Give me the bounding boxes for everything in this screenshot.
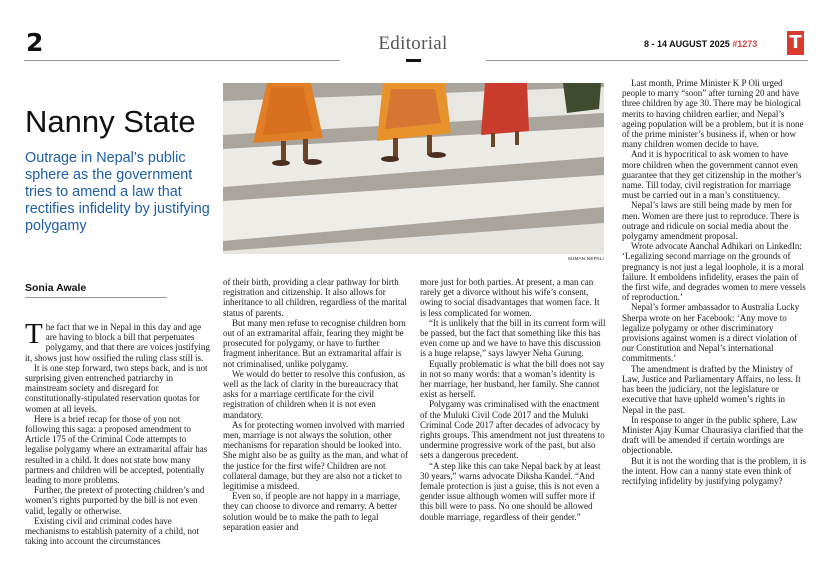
- article-paragraph: As for protecting women involved with married men, marriage is not always the solution, other mechanisms for reparation should be looked into. She might also be as guilty as the man, and what of the justice for the first wife? Children are not collateral damage, but they are also not a ticket to legitimise a misdeed.: [223, 419, 408, 492]
- article-paragraph: Here is a brief recap for those of you not following this saga: a proposed amendment to Article 175 of the Criminal Code attempts to legalise polygamy where an extramarital affair has resulted in a child. It does not state how many partners and children will be accepted, potentially leading to more problems.: [25, 413, 208, 486]
- header-rule-right: [486, 60, 808, 61]
- article-paragraph: “A step like this can take Nepal back by at least 30 years,” warns advocate Diksha Kandel. “And female protection is just a guise, this is not even a gender issue although women will suffer more if this bill were to pass. No one should be allowed double marriage, regardless of their gender.”: [420, 460, 601, 522]
- photo-illustration: [223, 83, 604, 254]
- article-paragraph: Equally problematic is what the bill does not say in not so many words: that a woman’s identity is her marriage, her husband, her family. She cannot exist as herself.: [420, 358, 605, 400]
- article-paragraph: “It is unlikely that the bill in its current form will be passed, but the fact that something like this has even come up and we have to have this discussion is a huge relapse,” says lawyer Neha Gurung.: [420, 317, 606, 359]
- headline: Nanny State: [25, 104, 196, 139]
- article-paragraph: Nepal’s former ambassador to Australia Lucky Sherpa wrote on her Facebook: ‘Any move to legalize polygamy or other discriminatory provisions against women is a direct violation of our Constitution and Nepal’s international commitments.’: [622, 302, 800, 364]
- article-paragraph: Polygamy was criminalised with the enactment of the Muluki Civil Code 2017 and the Muluki Criminal Code 2017 after decades of advocacy by rights groups. This amendment not just threatens to undermine progressive work of the past, but also sets a dangerous precedent.: [420, 399, 605, 461]
- article-paragraph: It is one step forward, two steps back, and is not surprising given entrenched patriarchy in mainstream society and disregard for constitutionally-stipulated reservation quotas for women at all levels.: [25, 362, 208, 414]
- article-paragraph: But many men refuse to recognise children born out of an extramarital affair, fearing they might be prosecuted for polygamy, or have to further fragment inheritance. But an extramarital affair is not criminalised, unlike polygamy.: [223, 317, 406, 369]
- byline: Sonia Awale: [25, 282, 87, 294]
- article-paragraph: Further, the pretext of protecting children’s and women’s rights purported by the bill is not even valid, legally or otherwise.: [25, 485, 205, 516]
- article-paragraph: And it is hypocritical to ask women to have more children when the government cannot even guarantee that they get citizenship in the mother’s name. Till today, civil registration for marriage must be carried out in a man’s constituency.: [622, 149, 802, 201]
- article-column-2: [223, 277, 408, 532]
- article-paragraph: of their birth, providing a clear pathway for birth registration and citizenship. It also allows for inheritance to all children, regardless of the marital status of parents.: [223, 277, 407, 318]
- article-paragraph: In response to anger in the public sphere, Law Minister Ajay Kumar Chaurasiya clarified that the draft will be amended if certain wordings are objectionable.: [622, 414, 803, 456]
- article-paragraph: more just for both parties. At present, a man can rarely get a divorce without his wife’s consent, owing to social disadvantages that women face. It is less complicated for women.: [420, 277, 600, 318]
- issue-number: #1273: [732, 39, 758, 49]
- section-title: Editorial: [378, 33, 448, 54]
- article-paragraph: We would do better to resolve this confusion, as well as the lack of clarity in the bureaucracy that asks for a marriage certificate for the civil registration of children when it is not even mandatory.: [223, 368, 405, 420]
- subheadline: Outrage in Nepal’s public sphere as the government tries to amend a law that rectifies infidelity by justifying polygamy: [25, 150, 210, 234]
- issue-info: [644, 39, 757, 49]
- zebra-crossing-photo: [223, 83, 604, 254]
- drop-cap: T: [25, 318, 43, 350]
- page-number: 2: [26, 28, 44, 57]
- article-paragraph: Wrote advocate Aanchal Adhikari on LinkedIn: ‘Legalizing second marriage on the grounds of pregnancy is not just a legal loophole, it is a moral failure. It emboldens infidelity, erases the pain of the first wife, and degrades women to mere vessels of reproduction.’: [622, 241, 806, 303]
- article-column-4: [622, 78, 807, 486]
- article-paragraph: But it is not the wording that is the problem, it is the intent. How can a nanny state even think of rectifying infidelity by justifying polygamy?: [622, 455, 806, 486]
- nepali-times-logo-icon: T: [787, 31, 804, 55]
- photo-credit: SUMAN NEPALI: [567, 256, 604, 261]
- article-paragraph: The amendment is drafted by the Ministry of Law, Justice and Parliamentary Affairs, no less. It has been the judiciary, not the legislature or executive that have upheld women’s rights in Nepal in the past.: [622, 363, 801, 415]
- article-paragraph: [25, 318, 211, 363]
- article-column-1: [25, 318, 211, 547]
- article-paragraph: Existing civil and criminal codes have mechanisms to establish paternity of a child, not taking into account the circumstances: [25, 515, 199, 547]
- issue-date: 8 - 14 AUGUST 2025: [644, 39, 730, 49]
- section-underline: [406, 59, 421, 62]
- article-paragraph: Even so, if people are not happy in a marriage, they can choose to divorce and remarry. A better solution would be to make the path to legal separation easier and: [223, 491, 401, 532]
- paragraph-text: he fact that we in Nepal in this day and age are having to block a bill that perpetuates polygamy, and that there are voices justifying it, shows just how ossified the ruling class still is.: [25, 322, 210, 363]
- article-column-3: [420, 277, 606, 522]
- article-paragraph: Last month, Prime Minister K P Oli urged people to marry “soon” after turning 20 and have three children by age 30. There may be biological merits to having children earlier, and Nepal’s ageing population will be a problem, but it is none of the prime minister’s business if, when or how many children women decide to have.: [622, 78, 804, 150]
- article-paragraph: Nepal’s laws are still being made by men for men. Women are there just to reproduce. There is outrage and ridicule on social media about the polygamy amendment proposal.: [622, 200, 800, 242]
- byline-rule: [25, 297, 167, 298]
- header-rule-left: [24, 60, 340, 61]
